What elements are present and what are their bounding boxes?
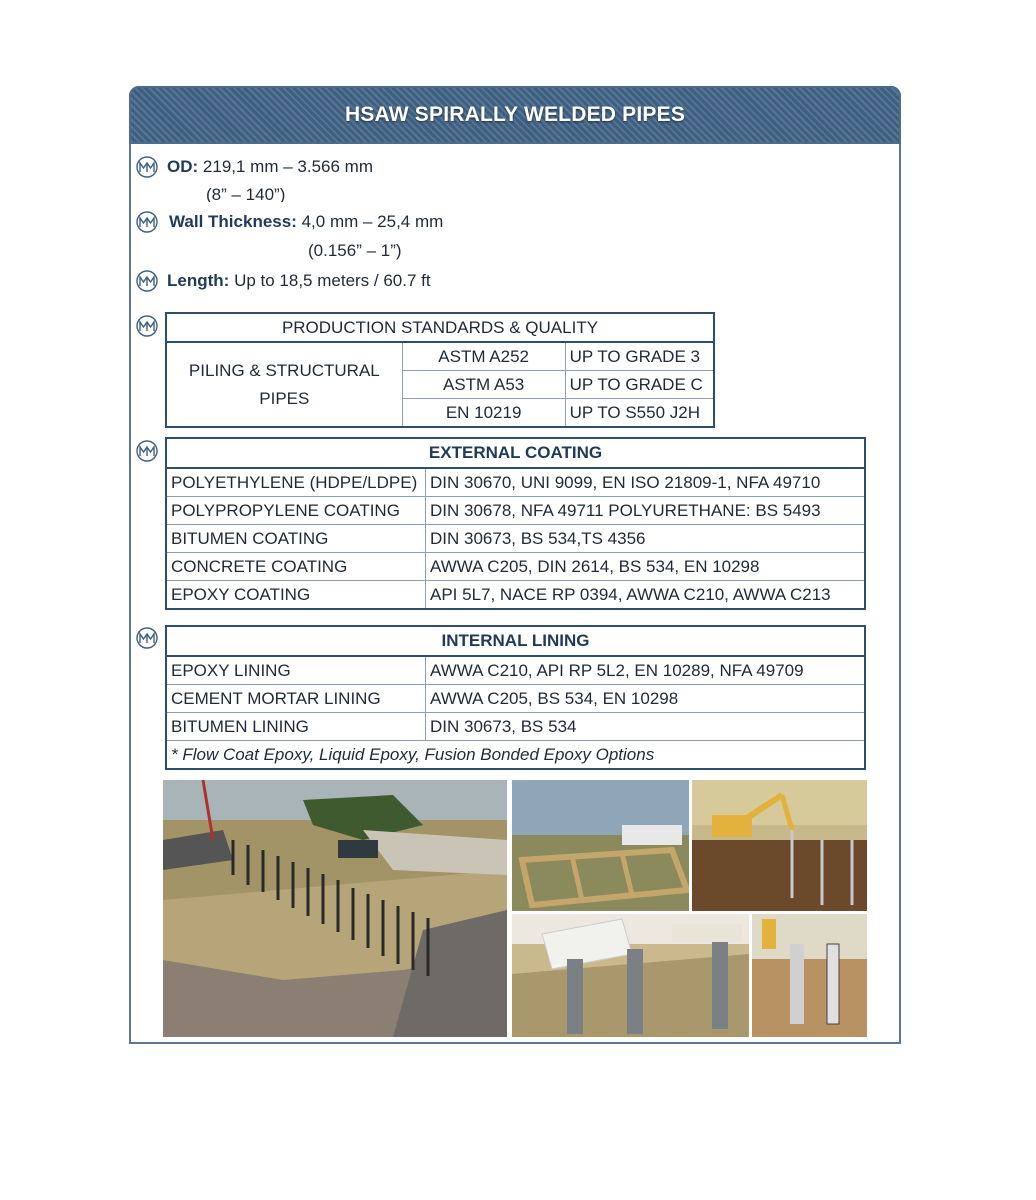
external-coating-table bbox=[165, 437, 866, 610]
lining-type: BITUMEN LINING bbox=[166, 713, 426, 741]
lining-standards: DIN 30673, BS 534 bbox=[426, 713, 866, 741]
coating-type: POLYETHYLENE (HDPE/LDPE) bbox=[166, 468, 426, 497]
coating-standards: API 5L7, NACE RP 0394, AWWA C210, AWWA C213 bbox=[426, 581, 866, 610]
wall-thickness-value: 4,0 mm – 25,4 mm bbox=[301, 212, 444, 231]
table-row bbox=[166, 581, 865, 610]
coating-standards: DIN 30678, NFA 49711 POLYURETHANE: BS 5493 bbox=[426, 497, 866, 525]
internal-lining-table bbox=[165, 625, 866, 770]
page-title: HSAW SPIRALLY WELDED PIPES bbox=[344, 103, 686, 126]
table-row bbox=[166, 497, 865, 525]
production-standards-table bbox=[165, 312, 715, 428]
table-row bbox=[166, 741, 865, 770]
pile-foundation-photo bbox=[512, 914, 749, 1037]
mm-logo-icon bbox=[136, 211, 158, 233]
coating-type: EPOXY COATING bbox=[166, 581, 426, 610]
coating-type: CONCRETE COATING bbox=[166, 553, 426, 581]
table-row bbox=[166, 713, 865, 741]
grade-cell: UP TO S550 J2H bbox=[565, 399, 714, 428]
table-row bbox=[166, 468, 865, 497]
harbour-piling-photo bbox=[163, 780, 507, 1037]
wall-thickness-spec bbox=[169, 212, 443, 232]
standard-cell: ASTM A252 bbox=[402, 342, 565, 371]
od-spec bbox=[167, 157, 373, 177]
length-value: Up to 18,5 meters / 60.7 ft bbox=[234, 271, 431, 290]
production-header: PRODUCTION STANDARDS & QUALITY bbox=[166, 313, 714, 342]
wall-thickness-label: Wall Thickness: bbox=[169, 212, 297, 231]
mm-logo-icon bbox=[136, 440, 158, 462]
od-imperial: (8” – 140”) bbox=[206, 185, 286, 202]
od-label: OD: bbox=[167, 157, 199, 176]
lining-type: CEMENT MORTAR LINING bbox=[166, 685, 426, 713]
screw-pile-photo bbox=[752, 914, 867, 1037]
wall-thickness-imperial: (0.156” – 1”) bbox=[308, 241, 402, 260]
table-row bbox=[166, 553, 865, 581]
coating-type: POLYPROPYLENE COATING bbox=[166, 497, 426, 525]
foundation-frame-photo bbox=[512, 780, 689, 911]
length-spec bbox=[167, 271, 431, 291]
grade-cell: UP TO GRADE 3 bbox=[565, 342, 714, 371]
mm-logo-icon bbox=[136, 627, 158, 649]
grade-cell: UP TO GRADE C bbox=[565, 371, 714, 399]
lining-standards: AWWA C210, API RP 5L2, EN 10289, NFA 49709 bbox=[426, 656, 866, 685]
standard-cell: ASTM A53 bbox=[402, 371, 565, 399]
lining-note: * Flow Coat Epoxy, Liquid Epoxy, Fusion Bonded Epoxy Options bbox=[166, 741, 865, 770]
external-coating-header: EXTERNAL COATING bbox=[166, 438, 865, 468]
coating-standards: DIN 30670, UNI 9099, EN ISO 21809-1, NFA 49710 bbox=[426, 468, 866, 497]
length-label: Length: bbox=[167, 271, 230, 290]
lining-standards: AWWA C205, BS 534, EN 10298 bbox=[426, 685, 866, 713]
internal-lining-header: INTERNAL LINING bbox=[166, 626, 865, 656]
production-category: PILING & STRUCTURAL PIPES bbox=[166, 342, 402, 427]
table-row bbox=[166, 685, 865, 713]
od-value: 219,1 mm – 3.566 mm bbox=[202, 157, 373, 176]
coating-standards: AWWA C205, DIN 2614, BS 534, EN 10298 bbox=[426, 553, 866, 581]
mm-logo-icon bbox=[136, 270, 158, 292]
standard-cell: EN 10219 bbox=[402, 399, 565, 428]
mm-logo-icon bbox=[136, 315, 158, 337]
lining-type: EPOXY LINING bbox=[166, 656, 426, 685]
table-row bbox=[166, 656, 865, 685]
title-banner bbox=[129, 86, 901, 144]
excavator-photo bbox=[692, 780, 867, 911]
coating-type: BITUMEN COATING bbox=[166, 525, 426, 553]
table-row bbox=[166, 525, 865, 553]
coating-standards: DIN 30673, BS 534,TS 4356 bbox=[426, 525, 866, 553]
mm-logo-icon bbox=[136, 156, 158, 178]
